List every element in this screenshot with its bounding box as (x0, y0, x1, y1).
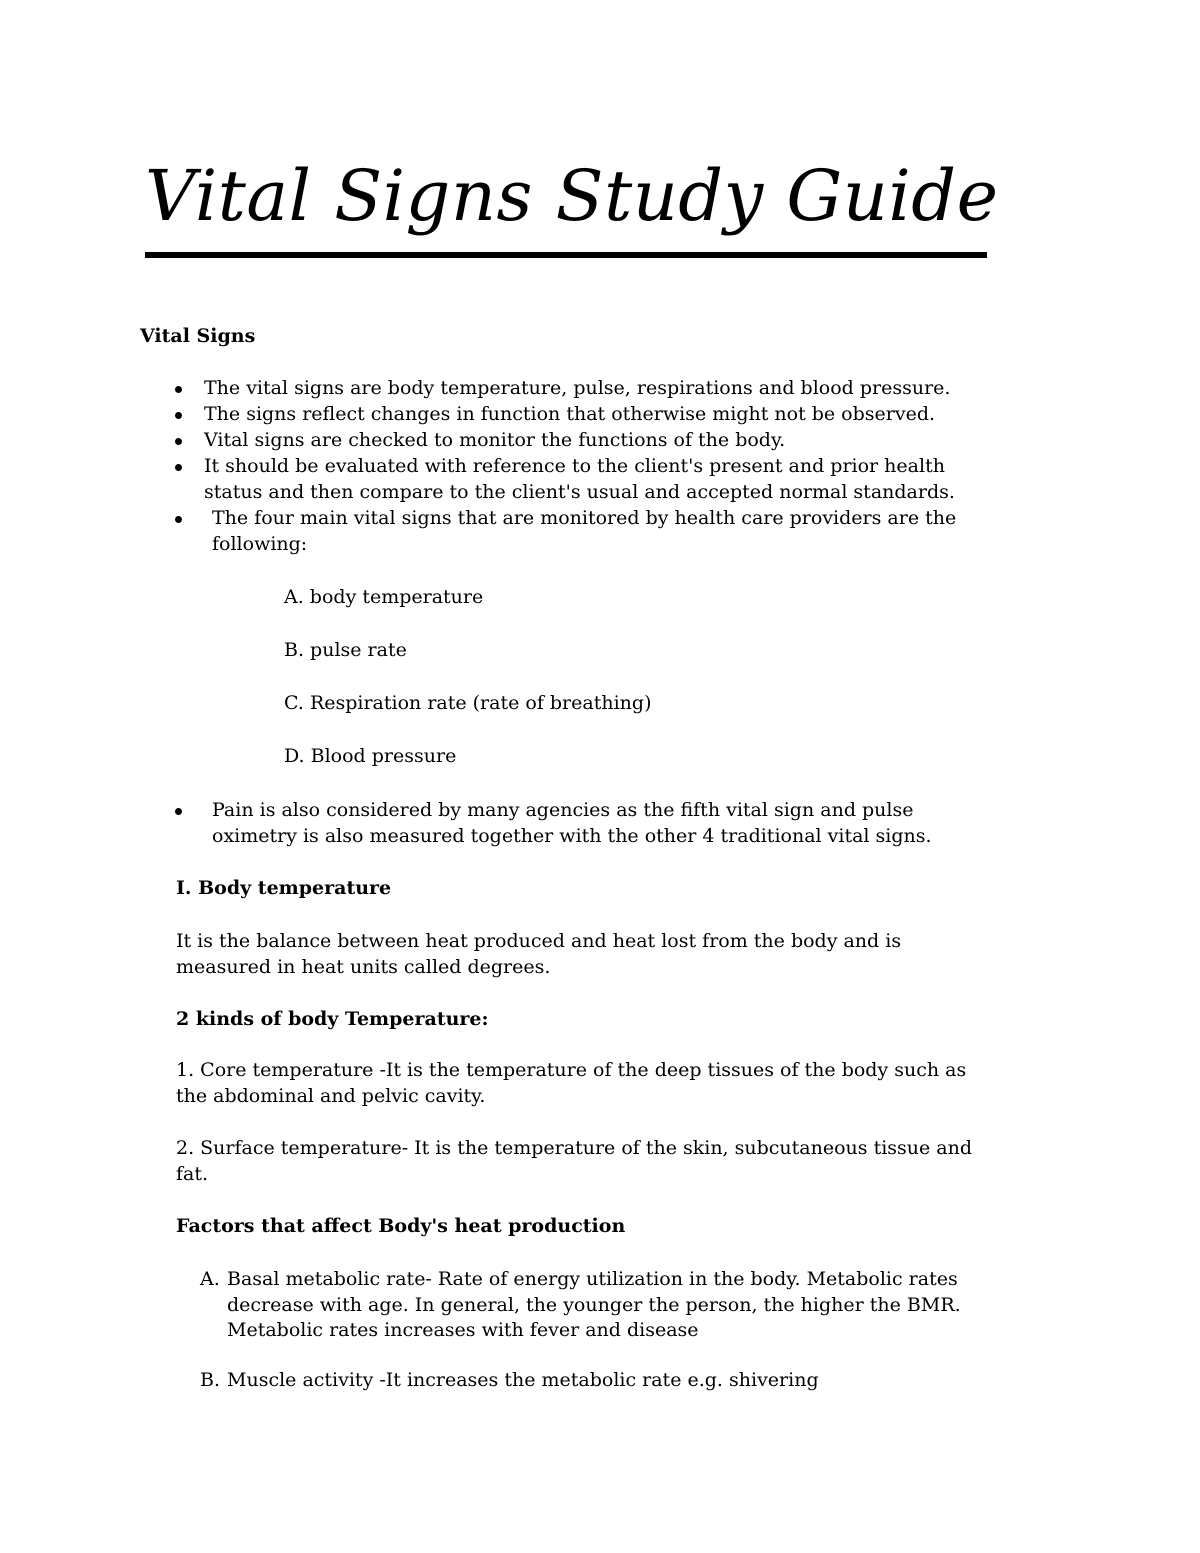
heading-vital-signs: Vital Signs (140, 325, 256, 347)
bullet-text: The signs reflect changes in function that otherwise might not be observed. (204, 403, 936, 425)
list-item-line: Metabolic rates increases with fever and disease (227, 1319, 699, 1341)
bullet-text: oximetry is also measured together with the other 4 traditional vital signs. (212, 825, 932, 847)
lettered-item: D. Blood pressure (284, 745, 457, 767)
bullet-text: It should be evaluated with reference to the client's present and prior health (204, 455, 945, 477)
paragraph-line: It is the balance between heat produced and heat lost from the body and is (176, 930, 902, 952)
bullet-dot (175, 516, 182, 523)
lettered-item: C. Respiration rate (rate of breathing) (284, 692, 652, 714)
paragraph-line: the abdominal and pelvic cavity. (176, 1085, 486, 1107)
list-marker: B. (200, 1369, 221, 1391)
paragraph-line: measured in heat units called degrees. (176, 956, 551, 978)
bullet-text: following: (212, 533, 308, 555)
bullet-dot (175, 438, 182, 445)
bullet-text: Pain is also considered by many agencies as the fifth vital sign and pulse (212, 799, 914, 821)
list-item-line: Basal metabolic rate- Rate of energy utilization in the body. Metabolic rates (227, 1268, 958, 1290)
lettered-item: B. pulse rate (284, 639, 407, 661)
bullet-dot (175, 464, 182, 471)
bullet-dot (175, 386, 182, 393)
list-marker: A. (200, 1268, 220, 1290)
paragraph-line: fat. (176, 1163, 209, 1185)
title-underline (145, 252, 987, 258)
paragraph-line: 2. Surface temperature- It is the temperature of the skin, subcutaneous tissue and (176, 1137, 973, 1159)
bullet-text: status and then compare to the client's usual and accepted normal standards. (204, 481, 955, 503)
heading-body-temperature: I. Body temperature (176, 877, 392, 899)
list-item-line: decrease with age. In general, the younger the person, the higher the BMR. (227, 1294, 961, 1316)
bullet-dot (175, 808, 182, 815)
bullet-text: The vital signs are body temperature, pulse, respirations and blood pressure. (204, 377, 951, 399)
heading-factors: Factors that affect Body's heat production (176, 1215, 626, 1237)
bullet-text: Vital signs are checked to monitor the functions of the body. (204, 429, 786, 451)
bullet-dot (175, 412, 182, 419)
document-title: Vital Signs Study Guide (145, 155, 999, 237)
lettered-item: A. body temperature (284, 586, 484, 608)
heading-kinds-of-temperature: 2 kinds of body Temperature: (176, 1008, 489, 1030)
paragraph-line: 1. Core temperature -It is the temperature of the deep tissues of the body such as (176, 1059, 967, 1081)
bullet-text: The four main vital signs that are monitored by health care providers are the (212, 507, 957, 529)
list-item-line: Muscle activity -It increases the metabolic rate e.g. shivering (227, 1369, 819, 1391)
